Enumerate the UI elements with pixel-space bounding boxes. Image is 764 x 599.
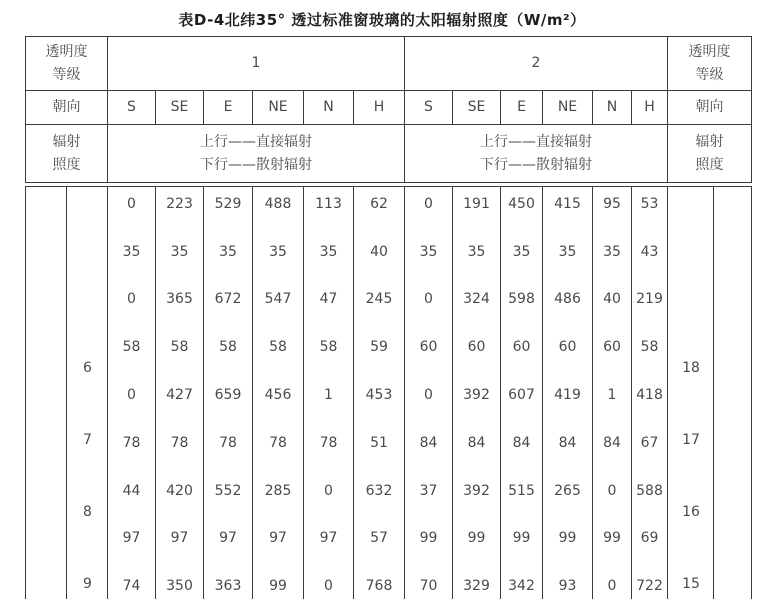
value-cell: 0: [405, 283, 453, 331]
note-line1: 上行——直接辐射: [480, 133, 592, 150]
transparency-grade-left-cell: [26, 37, 108, 91]
direction-cell-n1: N: [304, 91, 354, 125]
spacer-cell: [714, 426, 751, 474]
value-cell: 37: [405, 474, 453, 522]
value-cell: 35: [501, 235, 543, 283]
value-cell: 450: [501, 187, 543, 235]
direction-cell-s2: S: [405, 91, 453, 125]
value-cell: 515: [501, 474, 543, 522]
value-cell: 219: [632, 283, 668, 331]
spacer-cell: [26, 426, 67, 474]
value-cell: 350: [156, 569, 204, 599]
value-cell: 418: [632, 378, 668, 426]
value-cell: 420: [156, 474, 204, 522]
radiation-right-cell: [668, 125, 751, 182]
value-cell: 78: [304, 426, 354, 474]
grade-2-label: 2: [531, 55, 541, 71]
value-cell: 84: [501, 426, 543, 474]
value-cell: 0: [405, 378, 453, 426]
value-cell: 99: [453, 522, 501, 570]
spacer-cell: [714, 378, 751, 426]
value-cell: 58: [204, 330, 253, 378]
value-cell: 392: [453, 474, 501, 522]
spacer-cell: [714, 283, 751, 331]
grade-1-label: 1: [251, 55, 261, 71]
value-cell: 113: [304, 187, 354, 235]
radiation-label-line1: 辐射: [695, 133, 724, 150]
value-cell: 84: [593, 426, 632, 474]
value-cell: 427: [156, 378, 204, 426]
value-cell: 486: [543, 283, 593, 331]
value-cell: 456: [253, 378, 304, 426]
value-cell: 285: [253, 474, 304, 522]
value-cell: 97: [304, 522, 354, 570]
value-cell: 672: [204, 283, 253, 331]
value-cell: 632: [354, 474, 405, 522]
value-cell: 598: [501, 283, 543, 331]
spacer-cell: [26, 187, 67, 235]
direction-cell-se2: SE: [453, 91, 501, 125]
orientation-left-cell: 朝向: [26, 91, 108, 125]
header-row-radiation: [26, 125, 751, 182]
transparency-label-line1: 透明度: [688, 43, 731, 60]
value-cell: 74: [108, 569, 156, 599]
value-cell: 35: [543, 235, 593, 283]
value-cell: 245: [354, 283, 405, 331]
value-cell: 35: [593, 235, 632, 283]
spacer-cell: [67, 522, 108, 570]
value-cell: 97: [156, 522, 204, 570]
direction-cell-h2: H: [632, 91, 668, 125]
transparency-grade-right-cell: [668, 37, 751, 91]
header-row-transparency: [26, 37, 751, 91]
value-cell: 99: [405, 522, 453, 570]
note-group1-cell: [108, 125, 405, 182]
direction-cell-n2: N: [593, 91, 632, 125]
value-cell: 53: [632, 187, 668, 235]
value-cell: 35: [253, 235, 304, 283]
value-cell: 35: [108, 235, 156, 283]
spacer-cell: [26, 522, 67, 570]
value-cell: 552: [204, 474, 253, 522]
table-header: [25, 36, 752, 183]
spacer-cell: [668, 187, 714, 235]
hour-label: 9: [83, 576, 92, 592]
spacer-cell: [714, 235, 751, 283]
value-cell: 67: [632, 426, 668, 474]
spacer-cell: [714, 569, 751, 599]
value-cell: 57: [354, 522, 405, 570]
radiation-label-line2: 照度: [695, 156, 724, 173]
value-cell: 69: [632, 522, 668, 570]
hour-label: 18: [682, 360, 700, 376]
table-row: [26, 235, 751, 283]
header-row-orientation: [26, 91, 751, 125]
value-cell: 35: [156, 235, 204, 283]
spacer-cell: [668, 522, 714, 570]
value-cell: 365: [156, 283, 204, 331]
spacer-cell: [714, 522, 751, 570]
value-cell: 84: [543, 426, 593, 474]
value-cell: 78: [204, 426, 253, 474]
value-cell: 529: [204, 187, 253, 235]
value-cell: 58: [632, 330, 668, 378]
note-line2: 下行——散射辐射: [480, 156, 592, 173]
value-cell: 722: [632, 569, 668, 599]
value-cell: 547: [253, 283, 304, 331]
value-cell: 93: [543, 569, 593, 599]
value-cell: 659: [204, 378, 253, 426]
hour-label: 8: [83, 504, 92, 520]
value-cell: 95: [593, 187, 632, 235]
table-row: [26, 569, 751, 599]
table-row: [26, 426, 751, 474]
spacer-cell: [668, 378, 714, 426]
value-cell: 60: [405, 330, 453, 378]
spacer-cell: [26, 283, 67, 331]
value-cell: 78: [108, 426, 156, 474]
value-cell: 488: [253, 187, 304, 235]
value-cell: 40: [593, 283, 632, 331]
direction-cell-se1: SE: [156, 91, 204, 125]
value-cell: 58: [304, 330, 354, 378]
direction-cell-e1: E: [204, 91, 253, 125]
table-title: 表D-4北纬35° 透过标准窗玻璃的太阳辐射照度（W/m²）: [178, 11, 586, 29]
spacer-cell: [714, 474, 751, 522]
spacer-cell: [668, 235, 714, 283]
note-group2-cell: [405, 125, 668, 182]
spacer-cell: [26, 330, 67, 378]
value-cell: 99: [501, 522, 543, 570]
spacer-cell: [26, 235, 67, 283]
value-cell: 60: [543, 330, 593, 378]
value-cell: 78: [156, 426, 204, 474]
direction-cell-e2: E: [501, 91, 543, 125]
value-cell: 0: [593, 569, 632, 599]
transparency-label-line1: 透明度: [45, 43, 88, 60]
grade-1-cell: [108, 37, 405, 91]
value-cell: 97: [204, 522, 253, 570]
spacer-cell: [67, 378, 108, 426]
value-cell: 43: [632, 235, 668, 283]
value-cell: 58: [156, 330, 204, 378]
transparency-label-line2: 等级: [52, 66, 81, 83]
value-cell: 0: [405, 187, 453, 235]
value-cell: 191: [453, 187, 501, 235]
spacer-cell: [26, 569, 67, 599]
spacer-cell: [67, 235, 108, 283]
value-cell: 59: [354, 330, 405, 378]
hour-label: 15: [682, 576, 700, 592]
value-cell: 35: [204, 235, 253, 283]
direction-cell-ne2: NE: [543, 91, 593, 125]
value-cell: 97: [108, 522, 156, 570]
value-cell: 84: [405, 426, 453, 474]
hour-label: 17: [682, 432, 700, 448]
value-cell: 60: [501, 330, 543, 378]
table-body: [25, 186, 752, 599]
value-cell: 51: [354, 426, 405, 474]
value-cell: 453: [354, 378, 405, 426]
value-cell: 58: [108, 330, 156, 378]
value-cell: 35: [453, 235, 501, 283]
value-cell: 1: [593, 378, 632, 426]
value-cell: 1: [304, 378, 354, 426]
value-cell: 768: [354, 569, 405, 599]
direction-cell-h1: H: [354, 91, 405, 125]
value-cell: 607: [501, 378, 543, 426]
value-cell: 363: [204, 569, 253, 599]
value-cell: 99: [253, 569, 304, 599]
radiation-label-line1: 辐射: [52, 133, 81, 150]
value-cell: 58: [253, 330, 304, 378]
spacer-cell: [668, 283, 714, 331]
value-cell: 70: [405, 569, 453, 599]
value-cell: 324: [453, 283, 501, 331]
table-row: [26, 283, 751, 331]
value-cell: 84: [453, 426, 501, 474]
value-cell: 419: [543, 378, 593, 426]
direction-cell-ne1: NE: [253, 91, 304, 125]
note-line1: 上行——直接辐射: [200, 133, 312, 150]
grade-2-cell: [405, 37, 668, 91]
value-cell: 97: [253, 522, 304, 570]
value-cell: 342: [501, 569, 543, 599]
value-cell: 44: [108, 474, 156, 522]
spacer-cell: [26, 474, 67, 522]
value-cell: 392: [453, 378, 501, 426]
spacer-cell: [67, 283, 108, 331]
value-cell: 99: [543, 522, 593, 570]
value-cell: 40: [354, 235, 405, 283]
transparency-label-line2: 等级: [695, 66, 724, 83]
table-row: [26, 330, 751, 378]
hour-label: 16: [682, 504, 700, 520]
value-cell: 60: [593, 330, 632, 378]
orientation-right-cell: 朝向: [668, 91, 751, 125]
value-cell: 78: [253, 426, 304, 474]
value-cell: 99: [593, 522, 632, 570]
value-cell: 62: [354, 187, 405, 235]
value-cell: 35: [405, 235, 453, 283]
spacer-cell: [67, 187, 108, 235]
spacer-cell: [714, 187, 751, 235]
hour-label: 6: [83, 360, 92, 376]
radiation-left-cell: [26, 125, 108, 182]
value-cell: 0: [304, 569, 354, 599]
hour-label: 7: [83, 432, 92, 448]
value-cell: 329: [453, 569, 501, 599]
table-row: [26, 187, 751, 235]
table-row: [26, 474, 751, 522]
table-row: [26, 378, 751, 426]
value-cell: 265: [543, 474, 593, 522]
value-cell: 588: [632, 474, 668, 522]
table-row: [26, 522, 751, 570]
value-cell: 60: [453, 330, 501, 378]
value-cell: 35: [304, 235, 354, 283]
value-cell: 0: [304, 474, 354, 522]
value-cell: 223: [156, 187, 204, 235]
note-line2: 下行——散射辐射: [200, 156, 312, 173]
value-cell: 0: [108, 187, 156, 235]
value-cell: 0: [593, 474, 632, 522]
value-cell: 0: [108, 378, 156, 426]
direction-cell-s1: S: [108, 91, 156, 125]
spacer-cell: [714, 330, 751, 378]
radiation-label-line2: 照度: [52, 156, 81, 173]
value-cell: 0: [108, 283, 156, 331]
value-cell: 415: [543, 187, 593, 235]
spacer-cell: [26, 378, 67, 426]
value-cell: 47: [304, 283, 354, 331]
